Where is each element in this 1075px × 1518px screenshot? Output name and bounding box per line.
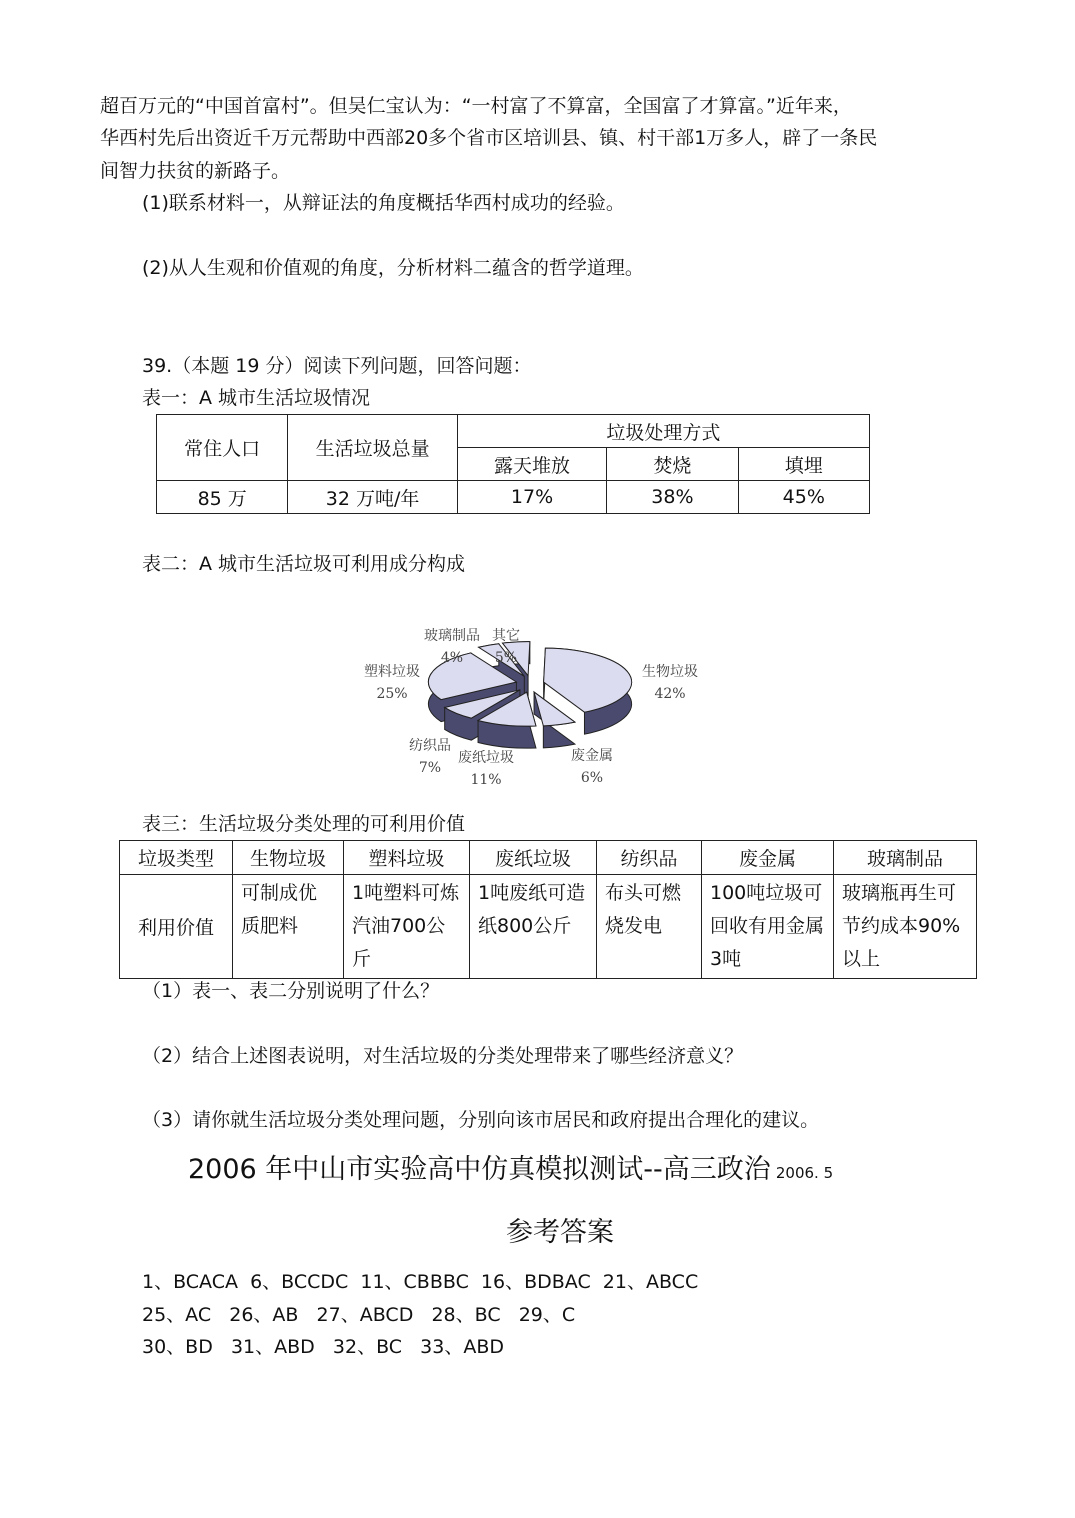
t1-sub-burn: 焚烧 <box>607 448 738 481</box>
pie-label-name: 废纸垃圾 <box>458 750 514 766</box>
table2-caption: 表二：A 城市生活垃圾可利用成分构成 <box>142 553 466 575</box>
pie-label-value: 4% <box>440 650 464 666</box>
intro-line-1: 超百万元的“中国首富村”。但吴仁宝认为：“一村富了不算富，全国富了才算富。”近年来， <box>100 95 852 117</box>
t1-sub-landfill: 填埋 <box>738 448 869 481</box>
t1-col-method: 垃圾处理方式 <box>457 415 869 448</box>
q38-sub2: (2)从人生观和价值观的角度，分析材料二蕴含的哲学道理。 <box>142 257 644 279</box>
intro-line-2: 华西村先后出资近千万元帮助中西部20多个省市区培训县、镇、村干部1万多人，辟了一条民 <box>100 127 878 149</box>
pie-label-value: 7% <box>418 760 442 776</box>
t3-cell: 1吨塑料可炼汽油700公斤 <box>344 875 470 979</box>
t3-cell: 可制成优质肥料 <box>233 875 344 979</box>
table-1 <box>156 414 870 514</box>
table-3 <box>119 840 977 979</box>
t3-row-label: 利用价值 <box>120 875 233 979</box>
t3-cell: 玻璃瓶再生可节约成本90%以上 <box>834 875 977 979</box>
pie-chart <box>340 612 740 792</box>
pie-label-name: 废金属 <box>571 748 613 764</box>
t1-col-population: 常住人口 <box>157 415 288 481</box>
answer-date: 2006. 5 <box>775 1164 834 1182</box>
t3-header: 玻璃制品 <box>834 841 977 875</box>
table1-caption: 表一：A 城市生活垃圾情况 <box>142 387 371 409</box>
t3-header: 废纸垃圾 <box>470 841 597 875</box>
t1-cell: 17% <box>457 481 606 514</box>
t1-cell: 45% <box>738 481 869 514</box>
pie-label-value: 6% <box>580 770 604 786</box>
pie-label-value: 25% <box>376 686 408 702</box>
t3-header: 纺织品 <box>597 841 702 875</box>
pie-label-name: 玻璃制品 <box>424 628 480 644</box>
pie-label-name: 塑料垃圾 <box>364 664 420 680</box>
pie-label-name: 生物垃圾 <box>642 664 698 680</box>
pie-label-value: 42% <box>654 686 686 702</box>
t3-cell: 100吨垃圾可回收有用金属3吨 <box>702 875 834 979</box>
t1-col-total: 生活垃圾总量 <box>288 415 457 481</box>
q38-sub1: (1)联系材料一，从辩证法的角度概括华西村成功的经验。 <box>142 192 625 214</box>
answer-line-3: 30、BD 31、ABD 32、BC 33、ABD <box>142 1336 505 1358</box>
t3-cell: 布头可燃烧发电 <box>597 875 702 979</box>
table3-caption: 表三：生活垃圾分类处理的可利用价值 <box>142 813 466 835</box>
pie-label-name: 其它 <box>492 628 520 644</box>
t1-sub-open: 露天堆放 <box>457 448 606 481</box>
t1-cell: 38% <box>607 481 738 514</box>
t3-cell: 1吨废纸可造纸800公斤 <box>470 875 597 979</box>
q39-sub2: （2）结合上述图表说明，对生活垃圾的分类处理带来了哪些经济意义？ <box>142 1045 744 1067</box>
t1-cell: 32 万吨/年 <box>288 481 457 514</box>
t3-header: 生物垃圾 <box>233 841 344 875</box>
t1-cell: 85 万 <box>157 481 288 514</box>
q39-header: 39.（本题 19 分）阅读下列问题，回答问题： <box>142 355 532 377</box>
pie-label-name: 纺织品 <box>409 738 451 754</box>
pie-label-value: 5% <box>494 650 518 666</box>
t3-header: 废金属 <box>702 841 834 875</box>
intro-line-3: 间智力扶贫的新路子。 <box>100 160 291 182</box>
q39-sub3: （3）请你就生活垃圾分类处理问题，分别向该市居民和政府提出合理化的建议。 <box>142 1109 820 1131</box>
q39-sub1: （1）表一、表二分别说明了什么？ <box>142 980 440 1002</box>
answer-title-row <box>188 1150 833 1193</box>
t3-header: 塑料垃圾 <box>344 841 470 875</box>
answer-line-1: 1、BCACA 6、BCCDC 11、CBBBC 16、BDBAC 21、ABCC <box>142 1271 699 1293</box>
pie-label-value: 11% <box>470 772 502 788</box>
answer-subtitle: 参考答案 <box>506 1217 614 1248</box>
answer-title: 2006 年中山市实验高中仿真模拟测试--高三政治 <box>188 1154 771 1185</box>
answer-line-2: 25、AC 26、AB 27、ABCD 28、BC 29、C <box>142 1304 576 1326</box>
t3-header: 垃圾类型 <box>120 841 233 875</box>
